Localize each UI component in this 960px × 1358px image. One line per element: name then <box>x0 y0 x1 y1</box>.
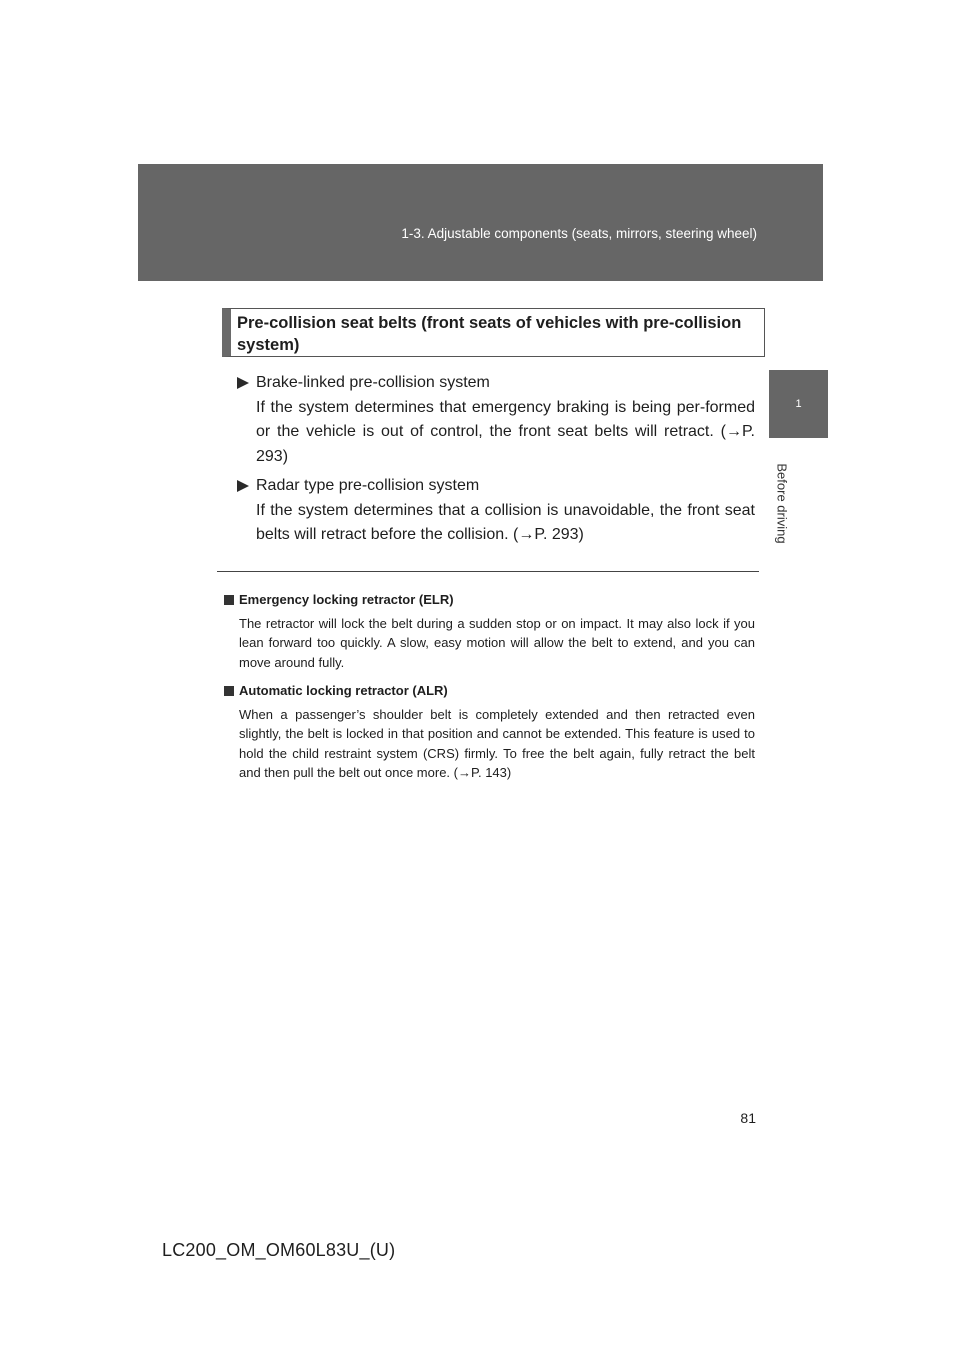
list-item <box>237 474 755 548</box>
divider <box>217 571 759 572</box>
list-item <box>237 371 755 469</box>
item-body: If the system determines that emergency braking is being per-formed or the vehicle is out of control, the front seat belts will retract. (→P. 293) <box>256 398 755 465</box>
note-body: When a passenger’s shoulder belt is completely extended and then retracted even slightly, the belt is locked in that position and cannot be extended. This feature is used to hold the child restraint system (CRS) firmly. To free the belt again, fully retract the belt and then pull the belt out once more. (→P. 143) <box>239 706 755 780</box>
square-bullet-icon <box>224 595 234 605</box>
triangle-bullet-icon <box>237 377 249 389</box>
note-title: Emergency locking retractor (ELR) <box>239 592 454 607</box>
item-title: Radar type pre-collision system <box>256 477 480 494</box>
chapter-tab <box>769 370 828 438</box>
triangle-bullet-icon <box>237 480 249 492</box>
item-body: If the system determines that a collision is unavoidable, the front seat belts will retract before the collision. (→P. 293) <box>256 501 755 543</box>
chapter-label <box>772 448 792 558</box>
header-band <box>138 164 823 281</box>
item-title: Brake-linked pre-collision system <box>256 374 490 391</box>
chapter-label-text: Before driving <box>774 462 790 544</box>
note-block <box>224 590 755 672</box>
square-bullet-icon <box>224 686 234 696</box>
header-section-title: 1-3. Adjustable components (seats, mirrors, steering wheel) <box>401 226 757 241</box>
chapter-number: 1 <box>795 398 802 410</box>
section-heading: Pre-collision seat belts (front seats of vehicles with pre-collision system) <box>222 308 765 357</box>
page-number: 81 <box>740 1110 756 1126</box>
note-title: Automatic locking retractor (ALR) <box>239 683 448 698</box>
note-block <box>224 681 755 783</box>
document-code: LC200_OM_OM60L83U_(U) <box>162 1240 396 1260</box>
note-body: The retractor will lock the belt during a sudden stop or on impact. It may also lock if you lean forward too quickly. A slow, easy motion will allow the belt to extend, and you can move around fully. <box>239 615 755 670</box>
